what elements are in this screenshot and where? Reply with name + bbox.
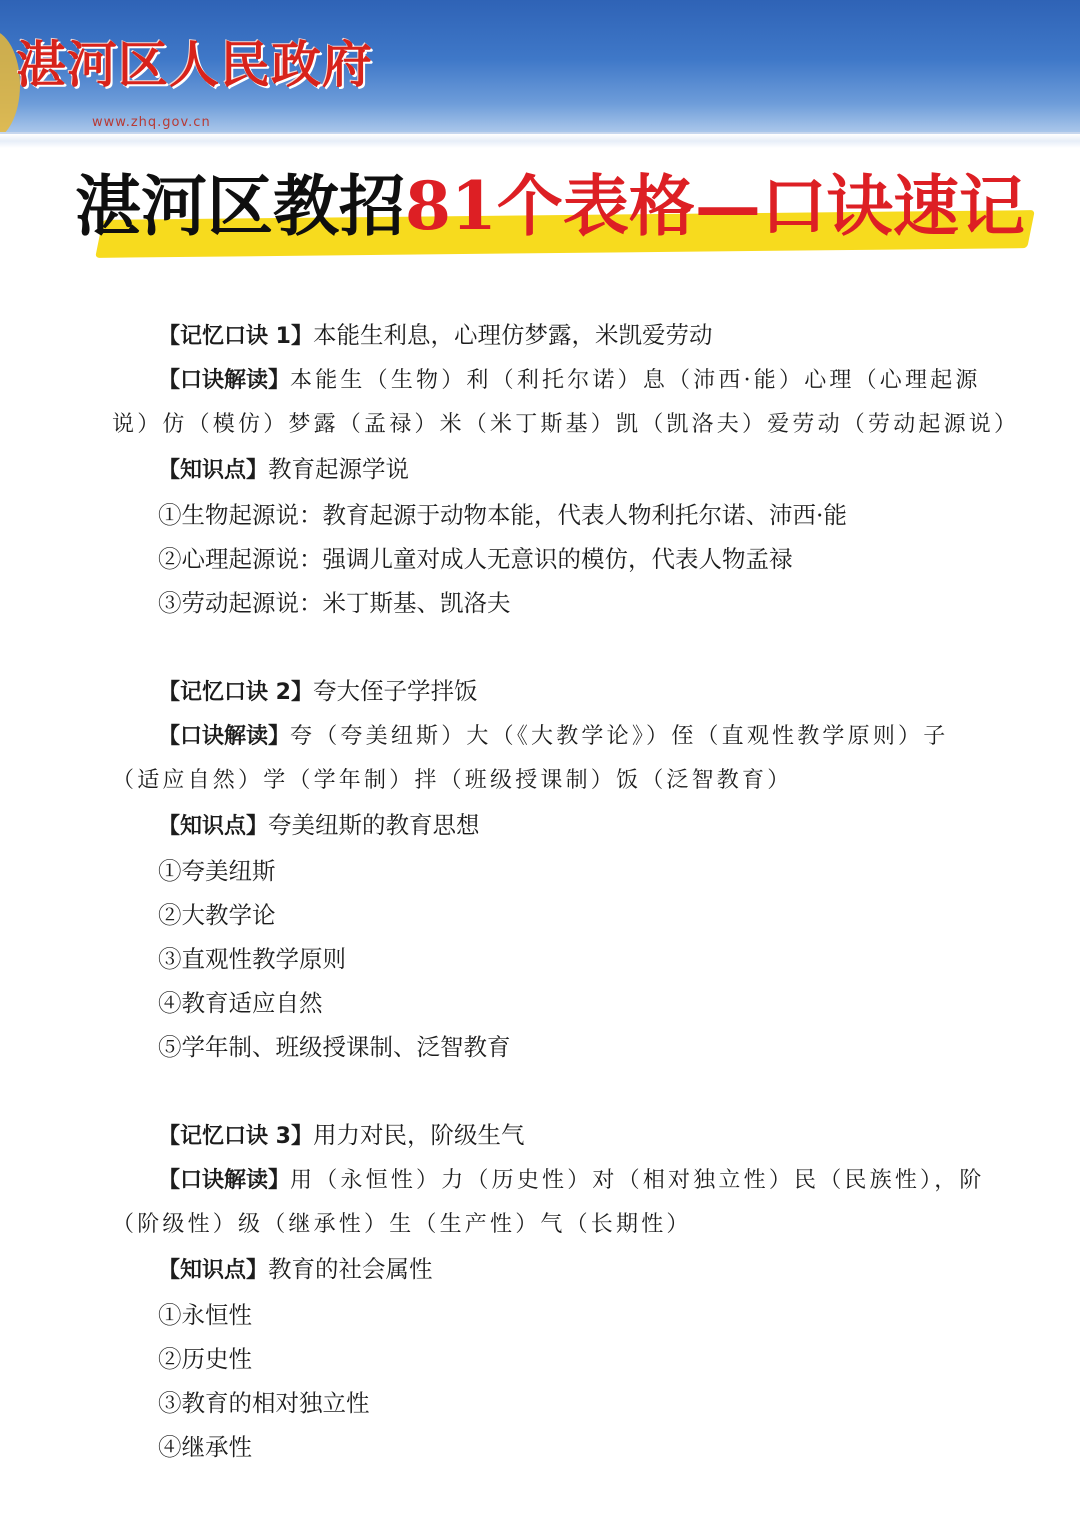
- title-text: [75, 165, 1075, 247]
- mnemonic-line: [0, 669, 1080, 715]
- list-item: ③劳动起源说：米丁斯基、凯洛夫: [158, 589, 511, 617]
- mnemonic-tag: 【记忆口诀 1】: [158, 324, 313, 349]
- page-title: [0, 165, 1080, 255]
- interpretation-text: 用（永恒性）力（历史性）对（相对独立性）民（民族性），阶: [290, 1168, 985, 1193]
- list-item: ④继承性: [158, 1433, 252, 1461]
- site-banner: [0, 0, 1080, 132]
- mnemonic-tag: 【记忆口诀 3】: [158, 1124, 313, 1149]
- list-item: ③教育的相对独立性: [158, 1389, 370, 1417]
- list-item: ⑤学年制、班级授课制、泛智教育: [158, 1033, 511, 1061]
- mnemonic-section-3: [0, 1113, 1080, 1469]
- list-item: ④教育适应自然: [158, 989, 323, 1017]
- list-item: ②大教学论: [158, 901, 276, 929]
- interpretation-line: [0, 1159, 1080, 1203]
- list-item: ①生物起源说：教育起源于动物本能，代表人物利托尔诺、沛西·能: [158, 501, 847, 529]
- list-item: ②心理起源说：强调儿童对成人无意识的模仿，代表人物孟禄: [158, 545, 793, 573]
- knowledge-point-line: [0, 1247, 1080, 1293]
- mnemonic-text: 本能生利息，心理仿梦露，米凯爱劳动: [312, 321, 713, 349]
- list-item: ①永恒性: [158, 1301, 252, 1329]
- title-part-black: 湛河区教招: [75, 167, 405, 245]
- list-item: ②历史性: [158, 1345, 252, 1373]
- knowledge-point-tag: 【知识点】: [158, 458, 269, 483]
- knowledge-point-tag: 【知识点】: [158, 814, 269, 839]
- interpretation-text: 夸（夸美纽斯）大（《大教学论》）侄（直观性教学原则）子: [290, 724, 949, 749]
- mnemonic-list: [0, 313, 1080, 1513]
- list-item: ①夸美纽斯: [158, 857, 276, 885]
- interpretation-continuation: （适应自然）学（学年制）拌（班级授课制）饭（泛智教育）: [112, 768, 793, 793]
- interpretation-tag: 【口诀解读】: [158, 724, 291, 749]
- knowledge-point-title: 夸美纽斯的教育思想: [268, 811, 480, 839]
- knowledge-point-line: [0, 803, 1080, 849]
- mnemonic-line: [0, 313, 1080, 359]
- mnemonic-tag: 【记忆口诀 2】: [158, 680, 313, 705]
- interpretation-tag: 【口诀解读】: [158, 1168, 291, 1193]
- knowledge-point-line: [0, 447, 1080, 493]
- mnemonic-text: 夸大侄子学拌饭: [312, 677, 478, 705]
- knowledge-point-title: 教育起源学说: [268, 455, 410, 483]
- knowledge-point-tag: 【知识点】: [158, 1258, 269, 1283]
- banner-divider: [0, 132, 1080, 148]
- site-name: 湛河区人民政府: [16, 36, 373, 94]
- interpretation-line: [0, 359, 1080, 403]
- interpretation-tag: 【口诀解读】: [158, 368, 291, 393]
- interpretation-continuation: 说）仿（模仿）梦露（孟禄）米（米丁斯基）凯（凯洛夫）爱劳动（劳动起源说）: [112, 412, 1020, 437]
- mnemonic-section-1: [0, 313, 1080, 625]
- interpretation-line: [0, 715, 1080, 759]
- list-item: ③直观性教学原则: [158, 945, 346, 973]
- mnemonic-section-2: [0, 669, 1080, 1069]
- mnemonic-text: 用力对民，阶级生气: [312, 1121, 525, 1149]
- interpretation-text: 本能生（生物）利（利托尔诺）息（沛西·能）心理（心理起源: [290, 368, 981, 393]
- site-url: www.zhq.gov.cn: [92, 115, 211, 130]
- mnemonic-line: [0, 1113, 1080, 1159]
- knowledge-point-title: 教育的社会属性: [268, 1255, 433, 1283]
- interpretation-continuation: （阶级性）级（继承性）生（生产性）气（长期性）: [112, 1212, 692, 1237]
- title-part-red: 81个表格—口诀速记: [405, 167, 1025, 245]
